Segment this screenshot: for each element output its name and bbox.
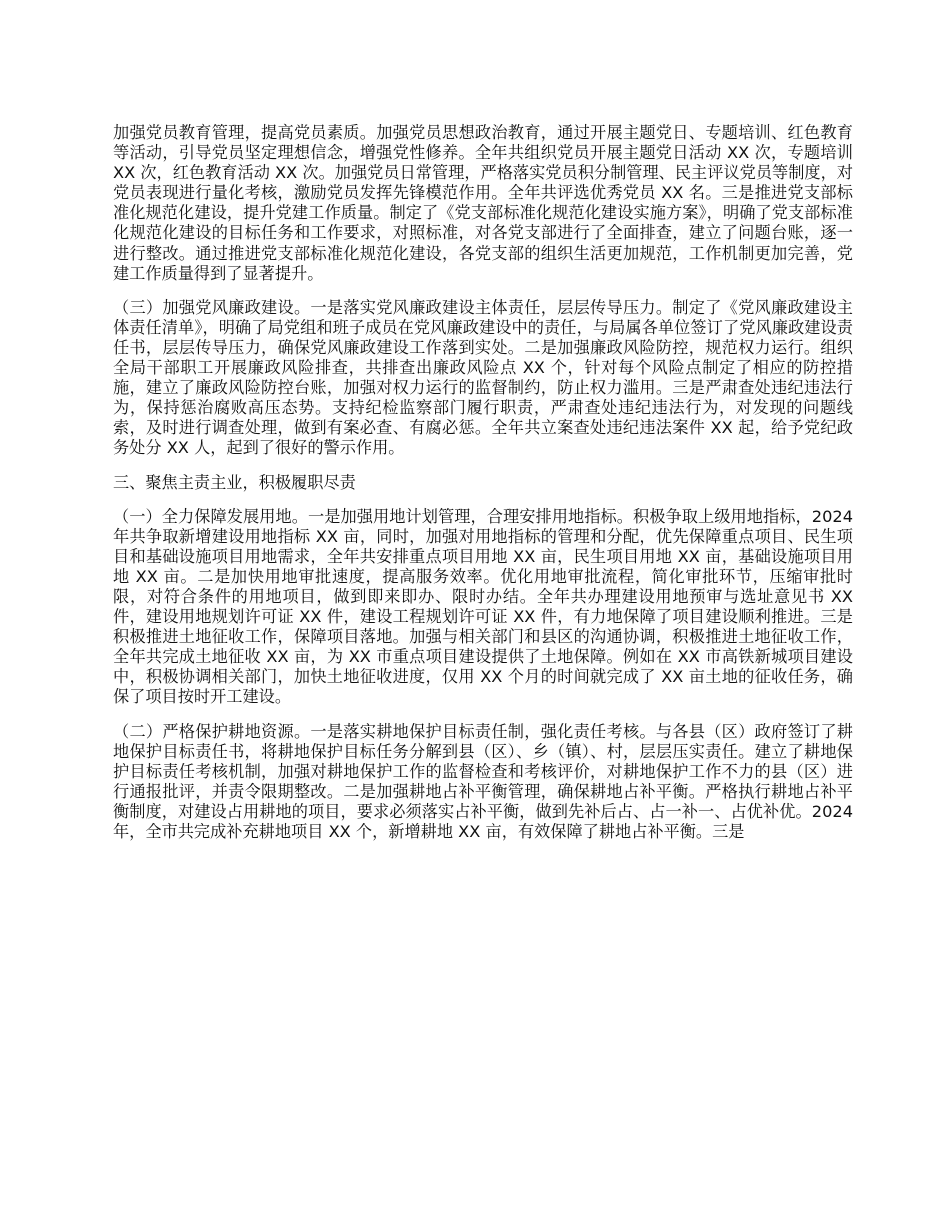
paragraph-integrity-construction: （三）加强党风廉政建设。一是落实党风廉政建设主体责任，层层传导压力。制定了《党风廉政建设主体责任清单》，明确了局党组和班子成员在党风廉政建设中的责任，与局属各单位签订了党风廉政建设责任书，层层传导压力，确保党风廉政建设工作落到实处。二是加强廉政风险防控，规范权力运行。组织全局干部职工开展廉政风险排查，共排查出廉政风险点 XX 个，针对每个风险点制定了相应的防控措施，建立了廉政风险防控台账，加强对权力运行的监督制约，防止权力滥用。三是严肃查处违纪违法行为，保持惩治腐败高压态势。支持纪检监察部门履行职责，严肃查处违纪违法行为，对发现的问题线索，及时进行调查处理，做到有案必查、有腐必惩。全年共立案查处违纪违法案件 XX 起，给予党纪政务处分 XX 人，起到了很好的警示作用。 [113, 297, 853, 458]
section-heading-main-duties: 三、聚焦主责主业，积极履职尽责 [113, 472, 356, 492]
paragraph-land-use-guarantee: （一）全力保障发展用地。一是加强用地计划管理，合理安排用地指标。积极争取上级用地指标，2024 年共争取新增建设用地指标 XX 亩，同时，加强对用地指标的管理和分配，优先保障重点项目、民生项目和基础设施项目用地需求，全年共安排重点项目用地 XX 亩，民生项目用地 XX 亩，基础设施项目用地 XX 亩。二是加快用地审批速度，提高服务效率。优化用地审批流程，简化审批环节，压缩审批时限，对符合条件的用地项目，做到即来即办、限时办结。全年共办理建设用地预审与选址意见书 XX 件，建设用地规划许可证 XX 件，建设工程规划许可证 XX 件，有力地保障了项目建设顺利推进。三是积极推进土地征收工作，保障项目落地。加强与相关部门和县区的沟通协调，积极推进土地征收工作，全年共完成土地征收 XX 亩，为 XX 市重点项目建设提供了土地保障。例如在 XX 市高铁新城项目建设中，积极协调相关部门，加快土地征收进度，仅用 XX 个月的时间就完成了 XX 亩土地的征收任务，确保了项目按时开工建设。 [113, 506, 853, 707]
document-body [113, 123, 853, 856]
paragraph-farmland-protection: （二）严格保护耕地资源。一是落实耕地保护目标责任制，强化责任考核。与各县（区）政府签订了耕地保护目标责任书，将耕地保护目标任务分解到县（区）、乡（镇）、村，层层压实责任。建立了耕地保护目标责任考核机制，加强对耕地保护工作的监督检查和考核评价，对耕地保护工作不力的县（区）进行通报批评，并责令限期整改。二是加强耕地占补平衡管理，确保耕地占补平衡。严格执行耕地占补平衡制度，对建设占用耕地的项目，要求必须落实占补平衡，做到先补后占、占一补一、占优补优。2024 年，全市共完成补充耕地项目 XX 个，新增耕地 XX 亩，有效保障了耕地占补平衡。三是 [113, 721, 853, 841]
paragraph-party-education: 加强党员教育管理，提高党员素质。加强党员思想政治教育，通过开展主题党日、专题培训、红色教育等活动，引导党员坚定理想信念，增强党性修养。全年共组织党员开展主题党日活动 XX 次，专题培训 XX 次，红色教育活动 XX 次。加强党员日常管理，严格落实党员积分制管理、民主评议党员等制度，对党员表现进行量化考核，激励党员发挥先锋模范作用。全年共评选优秀党员 XX 名。三是推进党支部标准化规范化建设，提升党建工作质量。制定了《党支部标准化规范化建设实施方案》，明确了党支部标准化规范化建设的目标任务和工作要求，对照标准，对各党支部进行了全面排查，建立了问题台账，逐一进行整改。通过推进党支部标准化规范化建设，各党支部的组织生活更加规范，工作机制更加完善，党建工作质量得到了显著提升。 [113, 123, 853, 283]
